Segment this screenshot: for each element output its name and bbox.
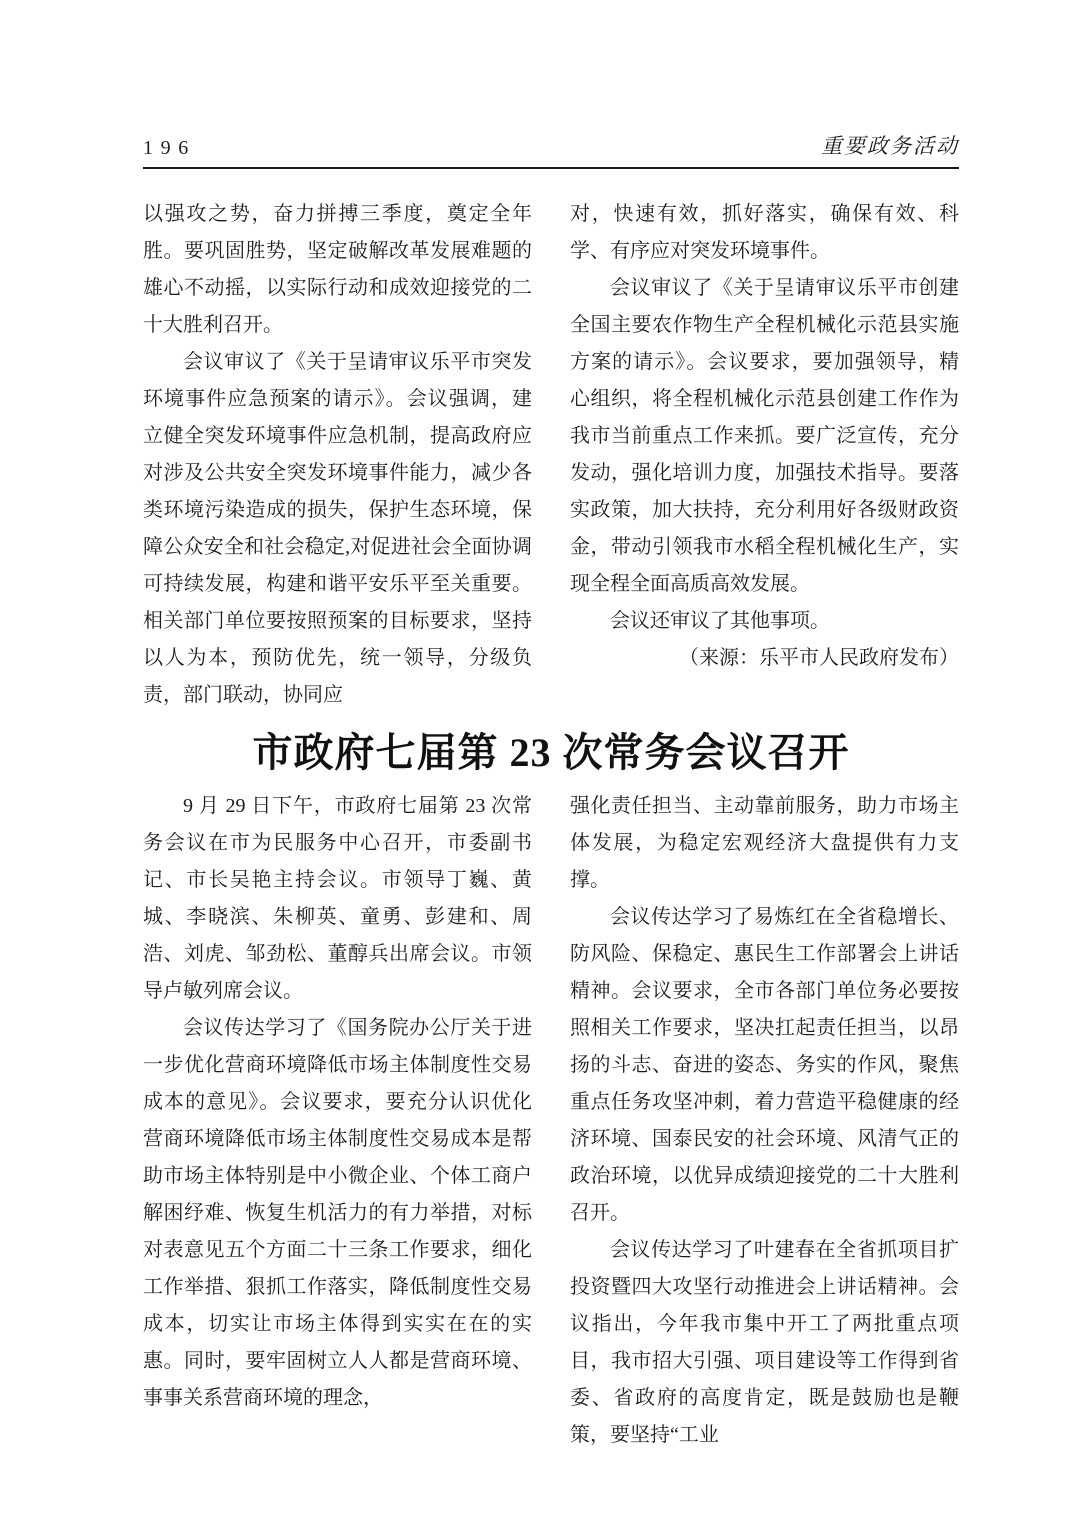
paragraph: 会议审议了《关于呈请审议乐平市突发环境事件应急预案的请示》。会议强调，建立健全突发环境事件应急机制，提高政府应对涉及公共安全突发环境事件能力，减少各类环境污染造成的损失，保护生态环境，保障公众安全和社会稳定,对促进社会全面协调可持续发展，构建和谐平安乐平至关重要。相关部门单位要按照预案的目标要求，坚持以人为本，预防优先，统一领导，分级负责，部门联动，协同应 — [143, 351, 532, 706]
paragraph: 对，快速有效，抓好落实，确保有效、科学、有序应对突发环境事件。 — [570, 203, 959, 262]
paragraph: （来源：乐平市人民政府发布） — [679, 647, 959, 669]
article1-body — [143, 196, 959, 714]
paragraph: 强化责任担当、主动靠前服务，助力市场主体发展，为稳定宏观经济大盘提供有力支撑。 — [570, 795, 959, 891]
article2-title: 市政府七届第 23 次常务会议召开 — [252, 729, 850, 775]
running-header-label: 重要政务活动 — [821, 134, 959, 158]
article2-body — [143, 788, 959, 1454]
paragraph: 会议审议了《关于呈请审议乐平市创建全国主要农作物生产全程机械化示范县实施方案的请示》。会议要求，要加强领导，精心组织，将全程机械化示范县创建工作作为我市当前重点工作来抓。要广泛宣传，充分发动，强化培训力度，加强技术指导。要落实政策，加大扶持，充分利用好各级财政资金，带动引领我市水稻全程机械化生产，实现全程全面高质高效发展。 — [570, 277, 959, 595]
paragraph: 9 月 29 日下午，市政府七届第 23 次常务会议在市为民服务中心召开，市委副书记、市长吴艳主持会议。市领导丁巍、黄城、李晓滨、朱柳英、童勇、彭建和、周浩、刘虎、邹劲松、董醇兵出席会议。市领导卢敏列席会议。 — [143, 795, 532, 1002]
paragraph: 会议传达学习了《国务院办公厅关于进一步优化营商环境降低市场主体制度性交易成本的意见》。会议要求，要充分认识优化营商环境降低市场主体制度性交易成本是帮助市场主体特别是中小微企业、个体工商户解困纾难、恢复生机活力的有力举措，对标对表意见五个方面二十三条工作要求，细化工作举措、狠抓工作落实，降低制度性交易成本，切实让市场主体得到实实在在的实惠。同时，要牢固树立人人都是营商环境、事事关系营商环境的理念， — [143, 1017, 532, 1409]
article2-right-column — [570, 788, 959, 1454]
paragraph: 会议传达学习了易炼红在全省稳增长、防风险、保稳定、惠民生工作部署会上讲话精神。会议要求，全市各部门单位务必要按照相关工作要求，坚决扛起责任担当，以昂扬的斗志、奋进的姿态、务实的作风，聚焦重点任务攻坚冲刺，着力营造平稳健康的经济环境、国泰民安的社会环境、风清气正的政治环境，以优异成绩迎接党的二十大胜利召开。 — [570, 906, 959, 1224]
article1-right-column — [570, 196, 959, 714]
paragraph: 以强攻之势，奋力拼搏三季度，奠定全年胜。要巩固胜势，坚定破解改革发展难题的雄心不动摇，以实际行动和成效迎接党的二十大胜利召开。 — [143, 203, 532, 336]
paragraph: 会议传达学习了叶建春在全省抓项目扩投资暨四大攻坚行动推进会上讲话精神。会议指出，今年我市集中开工了两批重点项目，我市招大引强、项目建设等工作得到省委、省政府的高度肯定，既是鼓励也是鞭策，要坚持“工业 — [570, 1239, 959, 1446]
page-header — [143, 130, 959, 169]
article1-left-column — [143, 196, 532, 714]
page-number: 196 — [143, 137, 196, 159]
paragraph: 会议还审议了其他事项。 — [610, 610, 830, 632]
article2-left-column — [143, 788, 532, 1454]
